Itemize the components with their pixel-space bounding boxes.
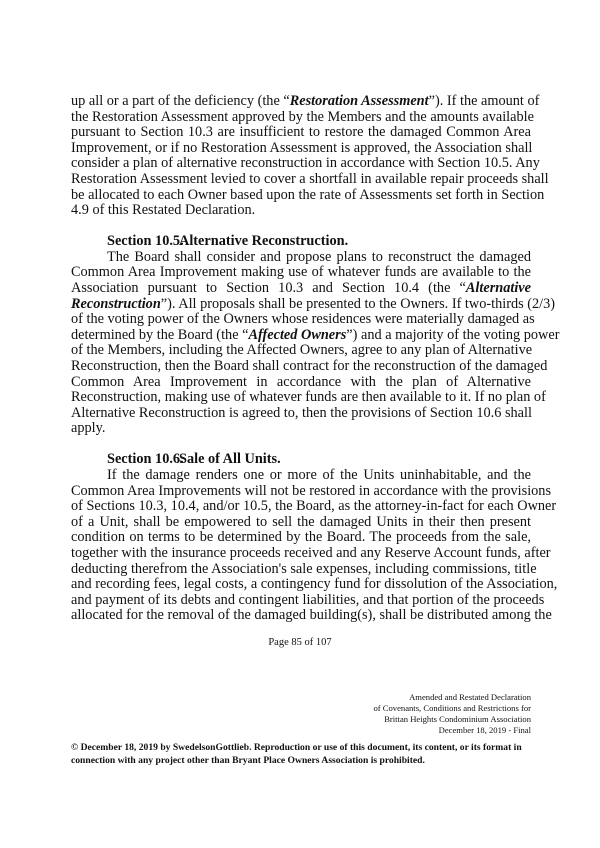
text-line: of a Unit, shall be empowered to sell the damaged Units in their then present — [71, 513, 531, 530]
text-line: be allocated to each Owner based upon the rate of Assessments set forth in Section — [71, 186, 545, 203]
text-line: Alternative Reconstruction is agreed to, then the provisions of Section 10.6 shall — [71, 404, 532, 421]
text-line: Restoration Assessment levied to cover a shortfall in available repair proceeds shall — [71, 170, 549, 187]
text-line: 4.9 of this Restated Declaration. — [71, 202, 256, 219]
text-line: and recording fees, legal costs, a contingency fund for dissolution of the Association, — [71, 576, 558, 593]
defined-term: Alternative — [465, 280, 531, 297]
defined-term: Affected Owners — [248, 326, 347, 343]
text-line: pursuant to Section 10.3 are insufficient to restore the damaged Common Area — [71, 124, 531, 141]
text-line — [71, 326, 560, 344]
section-heading — [71, 452, 531, 468]
section-10-6 — [71, 451, 558, 624]
section-10-5 — [71, 233, 560, 437]
text-line: condition on terms to be determined by the Board. The proceeds from the sale, — [71, 529, 531, 546]
doc-info-line: December 18, 2019 - Final — [438, 725, 531, 735]
text-run: determined by the Board (the “ — [71, 326, 249, 343]
doc-info-line: Brittan Heights Condominium Association — [384, 714, 531, 724]
defined-term: Reconstruction — [71, 295, 161, 312]
text-run: ”) and a majority of the voting power — [346, 326, 560, 343]
text-line: together with the insurance proceeds received and any Reserve Account funds, after — [71, 545, 551, 562]
text-line: of Sections 10.3, 10.4, and/or 10.5, the Board, as the attorney-in-fact for each Owner — [71, 498, 557, 515]
doc-info-line: of Covenants, Conditions and Restrictions for — [373, 703, 531, 713]
text-line: The Board shall consider and propose plans to reconstruct the damaged — [107, 248, 531, 265]
section-number: Section 10.5. — [107, 233, 184, 250]
section-title: Sale of All Units. — [179, 451, 281, 468]
text-line: Common Area Improvement making use of whatever funds are available to the — [71, 264, 531, 281]
text-line — [71, 281, 531, 297]
text-line: Common Area Improvements will not be restored in accordance with the provisions — [71, 482, 552, 499]
page-number: Page 85 of 107 — [268, 637, 332, 648]
text-line: Reconstruction, making use of whatever funds are then available to it. If no plan of — [71, 389, 546, 406]
text-line: deducting therefrom the Association's sale expenses, including commissions, title — [71, 560, 537, 577]
text-run: up all or a part of the deficiency (the “ — [71, 93, 290, 109]
text-line — [71, 295, 556, 313]
text-line: of the voting power of the Owners whose residences were materially damaged as — [71, 311, 535, 328]
text-line: and payment of its debts and contingent liabilities, and that portion of the proceeds — [71, 591, 545, 608]
text-line: consider a plan of alternative reconstruction in accordance with Section 10.5. Any — [71, 155, 540, 172]
section-title: Alternative Reconstruction. — [179, 233, 349, 250]
section-number: Section 10.6. — [107, 451, 184, 468]
document-body — [71, 93, 560, 624]
text-line: allocated for the removal of the damaged building(s), shall be distributed among the — [71, 607, 552, 624]
text-run: ”). All proposals shall be presented to the Owners. If two-thirds (2/3) — [160, 295, 556, 312]
text-line: Common Area Improvement in accordance with the plan of Alternative — [71, 373, 531, 390]
text-line: of the Members, including the Affected Owners, agree to any plan of Alternative — [71, 342, 533, 359]
paragraph-gap — [71, 437, 531, 453]
copyright-notice: © December 18, 2019 by SwedelsonGottlieb. Reproduction or use of this document, its content, or its format in connection with any project other than Bryant Place Owners Association is prohibited. — [71, 742, 522, 766]
text-run: ”). If the amount of — [428, 93, 540, 109]
text-line: the Restoration Assessment approved by the Members and the amounts available — [71, 108, 534, 125]
text-line: If the damage renders one or more of the Units uninhabitable, and the — [107, 467, 531, 484]
text-line: Improvement, or if no Restoration Assessment is approved, the Association shall — [71, 139, 533, 156]
document-info-footer — [373, 692, 531, 736]
doc-info-line: Amended and Restated Declaration — [409, 692, 531, 702]
text-line: Reconstruction, then the Board shall contract for the reconstruction of the damaged — [71, 358, 548, 374]
defined-term: Restoration Assessment — [289, 93, 429, 109]
text-run: Association pursuant to Section 10.3 and Section 10.4 (the “ — [71, 280, 466, 297]
section-heading — [71, 234, 531, 250]
paragraph-gap — [71, 219, 531, 235]
text-line — [71, 93, 540, 110]
text-line: apply. — [71, 420, 106, 437]
paragraph-restoration-assessment — [71, 93, 549, 219]
